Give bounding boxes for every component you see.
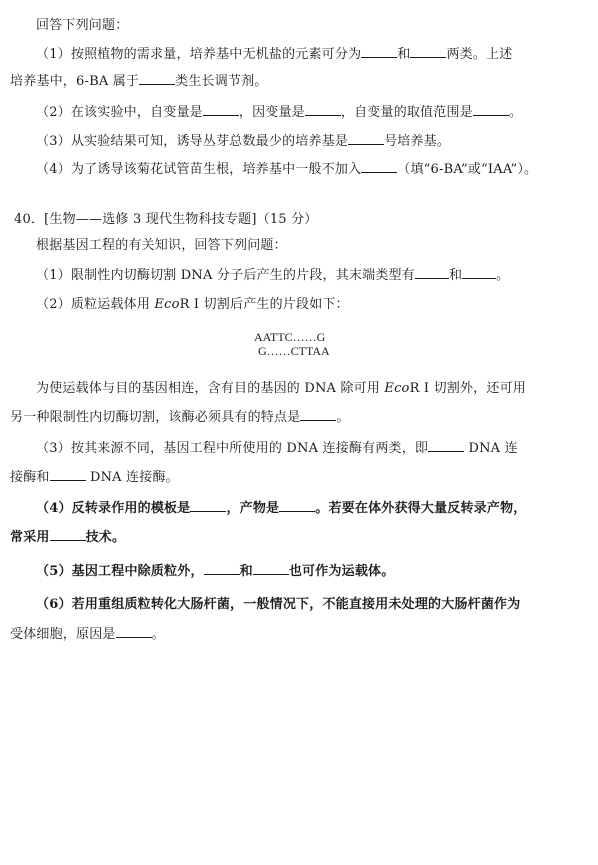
answer-blank[interactable] bbox=[415, 267, 449, 279]
answer-blank[interactable] bbox=[300, 409, 336, 421]
answer-blank[interactable] bbox=[410, 46, 446, 58]
question-40-header: 40．[生物——选修 3 现代生物科技专题]（15 分） bbox=[14, 212, 318, 227]
answer-blank[interactable] bbox=[190, 500, 226, 512]
answer-intro: 回答下列问题： bbox=[36, 18, 129, 33]
question-40-part-5: （5）基因工程中除质粒外， 和 也可作为运载体。 bbox=[36, 564, 395, 579]
answer-blank[interactable] bbox=[305, 104, 341, 116]
answer-blank[interactable] bbox=[361, 161, 397, 173]
answer-blank[interactable] bbox=[116, 626, 152, 638]
answer-blank[interactable] bbox=[428, 440, 464, 452]
question-40-intro: 根据基因工程的有关知识，回答下列问题： bbox=[36, 238, 287, 253]
question-40-part-3-line-2: 接酶和 DNA 连接酶。 bbox=[10, 470, 179, 485]
question-40-part-2-text: 为使运载体与目的基因相连，含有目的基因的 DNA 除可用 EcoR Ⅰ 切割外，还可用 bbox=[36, 381, 526, 396]
question-3: （3）从实验结果可知，诱导丛芽总数最少的培养基是 号培养基。 bbox=[36, 134, 451, 149]
answer-blank[interactable] bbox=[50, 469, 86, 481]
question-4: （4）为了诱导该菊花试管苗生根，培养基中一般不加入 （填“6-BA”或“IAA”）。 bbox=[36, 162, 538, 177]
question-40-part-1: （1）限制性内切酶切割 DNA 分子后产生的片段，其末端类型有 和 。 bbox=[36, 268, 510, 283]
question-40-part-2-text-2: 另一种限制性内切酶切割，该酶必须具有的特点是 。 bbox=[10, 410, 350, 425]
answer-blank[interactable] bbox=[462, 267, 496, 279]
answer-blank[interactable] bbox=[348, 133, 384, 145]
answer-blank[interactable] bbox=[473, 104, 509, 116]
question-40-part-3: （3）按其来源不同，基因工程中所使用的 DNA 连接酶有两类，即 DNA 连 bbox=[36, 441, 518, 456]
answer-blank[interactable] bbox=[203, 104, 239, 116]
sequence-bottom-strand: G……CTTAA bbox=[258, 344, 330, 358]
answer-blank[interactable] bbox=[50, 529, 86, 541]
answer-blank[interactable] bbox=[139, 73, 175, 85]
question-40-part-6-line-2: 受体细胞，原因是 。 bbox=[10, 627, 165, 642]
question-1-line-1: （1）按照植物的需求量，培养基中无机盐的元素可分为 和 两类。上述 bbox=[36, 47, 513, 62]
sequence-top-strand: AATTC……G bbox=[254, 330, 326, 344]
answer-blank[interactable] bbox=[253, 563, 289, 575]
question-40-part-4-line-2: 常采用 技术。 bbox=[10, 530, 126, 545]
question-40-part-2: （2）质粒运载体用 EcoR Ⅰ 切割后产生的片段如下： bbox=[36, 297, 349, 312]
question-2: （2）在该实验中，自变量是 ，因变量是 ，自变量的取值范围是 。 bbox=[36, 105, 523, 120]
question-1-line-2: 培养基中，6-BA 属于 类生长调节剂。 bbox=[10, 74, 268, 89]
answer-blank[interactable] bbox=[361, 46, 397, 58]
question-40-part-4: （4）反转录作用的模板是 ，产物是 。若要在体外获得大量反转录产物， bbox=[36, 501, 527, 516]
answer-blank[interactable] bbox=[204, 563, 240, 575]
answer-blank[interactable] bbox=[279, 500, 315, 512]
question-40-part-6: （6）若用重组质粒转化大肠杆菌，一般情况下，不能直接用未处理的大肠杆菌作为 bbox=[36, 597, 521, 612]
